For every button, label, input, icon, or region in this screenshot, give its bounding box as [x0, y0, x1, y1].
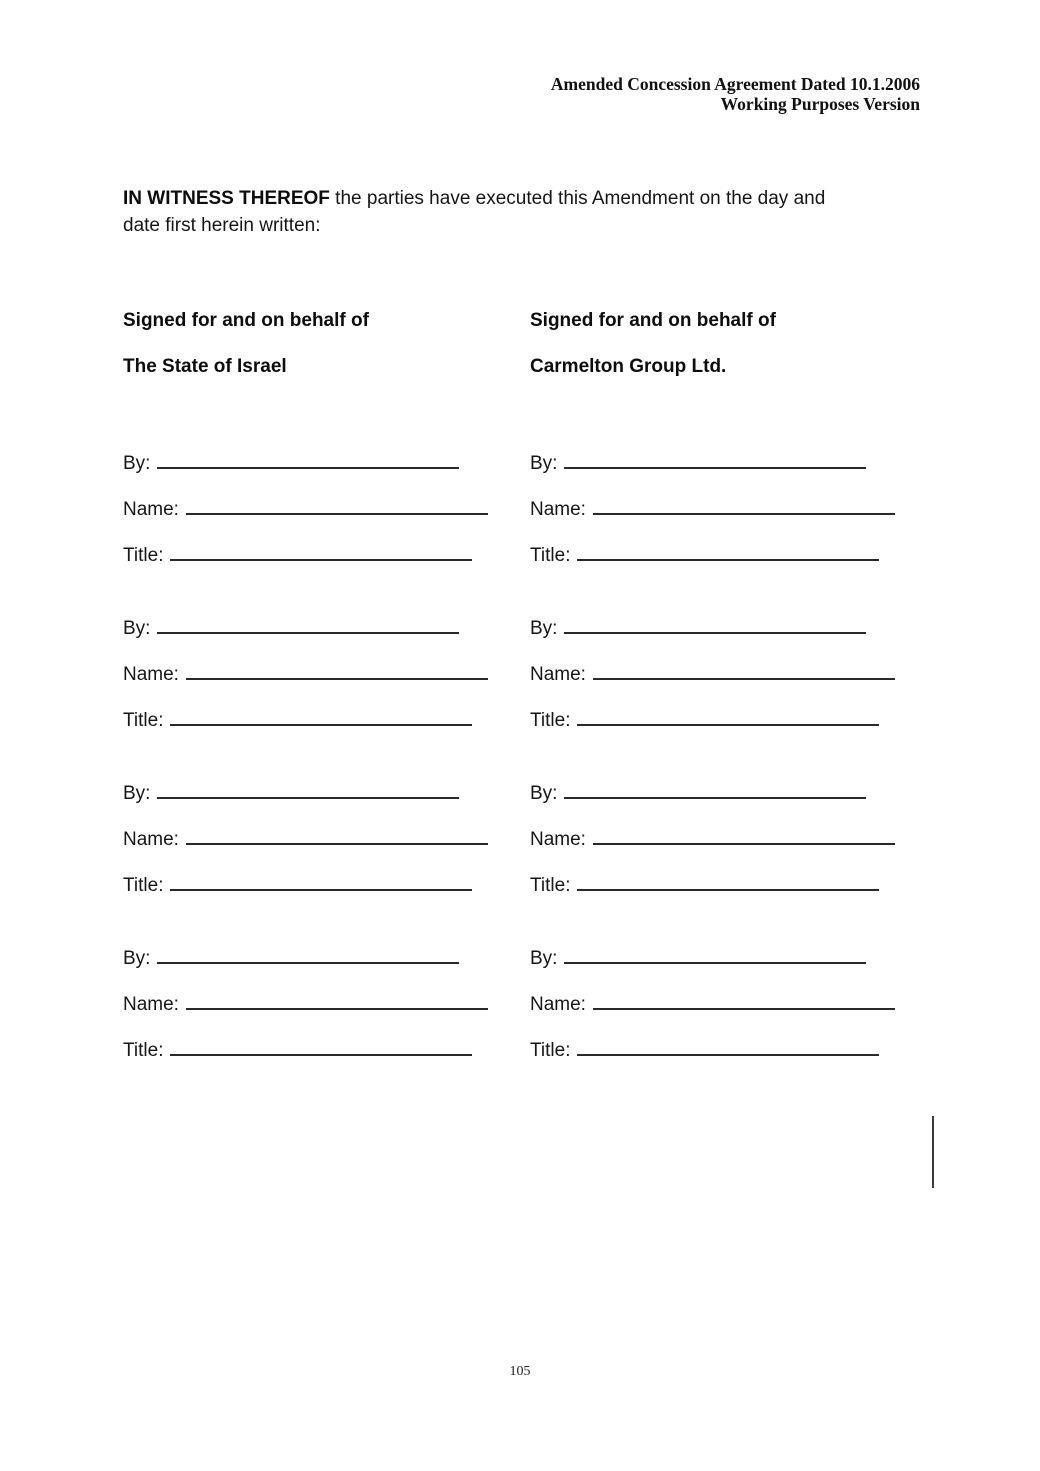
signature-column-right [530, 310, 920, 1109]
page-number: 105 [509, 1364, 531, 1379]
signature-blank-line [564, 779, 866, 799]
signature-blank-line [593, 825, 895, 845]
by-label: By: [123, 948, 151, 969]
signature-blank-line [593, 990, 895, 1010]
signature-blank-line [186, 660, 488, 680]
signature-row [530, 706, 920, 734]
name-label: Name: [123, 829, 179, 850]
witness-clause-bold: IN WITNESS THEREOF [123, 188, 330, 209]
signature-row [530, 495, 920, 523]
signature-row [123, 660, 530, 688]
by-label: By: [530, 618, 558, 639]
title-label: Title: [123, 545, 164, 566]
signature-row [530, 944, 920, 972]
signature-section [123, 310, 920, 1109]
signature-row [123, 871, 530, 899]
title-label: Title: [123, 710, 164, 731]
signature-blank-line [593, 660, 895, 680]
signature-row [123, 495, 530, 523]
signature-row [123, 706, 530, 734]
party-name-left: The State of Israel [123, 356, 287, 377]
signature-block [530, 614, 920, 734]
signature-blank-line [186, 495, 488, 515]
signature-block [530, 944, 920, 1064]
by-label: By: [123, 783, 151, 804]
signature-row [530, 541, 920, 569]
by-label: By: [530, 783, 558, 804]
name-label: Name: [530, 994, 586, 1015]
witness-paragraph [123, 185, 920, 239]
signature-row [123, 825, 530, 853]
by-label: By: [530, 948, 558, 969]
signature-block [123, 449, 530, 569]
signature-blank-line [157, 779, 459, 799]
signature-row [530, 825, 920, 853]
signature-row [123, 449, 530, 477]
signature-column-left [123, 310, 530, 1109]
title-label: Title: [123, 875, 164, 896]
signed-for-label-right: Signed for and on behalf of [530, 310, 776, 331]
signature-blank-line [157, 449, 459, 469]
signature-row [530, 779, 920, 807]
signature-row [123, 944, 530, 972]
signature-block [123, 944, 530, 1064]
signature-blank-line [564, 944, 866, 964]
title-label: Title: [530, 1040, 571, 1061]
signature-block [530, 449, 920, 569]
signature-blank-line [577, 1036, 879, 1056]
signature-blank-line [577, 541, 879, 561]
signature-blocks-right [530, 449, 920, 1064]
signature-blank-line [170, 541, 472, 561]
signature-block [123, 779, 530, 899]
signature-row [530, 990, 920, 1018]
title-label: Title: [530, 710, 571, 731]
witness-clause-line2: date first herein written: [123, 215, 321, 236]
by-label: By: [530, 453, 558, 474]
document-header [123, 74, 920, 114]
signature-blocks-left [123, 449, 530, 1064]
signature-blank-line [170, 706, 472, 726]
signature-row [530, 614, 920, 642]
signature-blank-line [186, 825, 488, 845]
title-label: Title: [530, 875, 571, 896]
signature-row [530, 871, 920, 899]
signature-block [530, 779, 920, 899]
signature-blank-line [170, 1036, 472, 1056]
margin-change-bar [932, 1116, 934, 1188]
signature-blank-line [564, 449, 866, 469]
by-label: By: [123, 453, 151, 474]
title-label: Title: [530, 545, 571, 566]
signature-row [123, 990, 530, 1018]
signature-row [530, 449, 920, 477]
signature-row [530, 1036, 920, 1064]
name-label: Name: [123, 499, 179, 520]
signature-row [123, 614, 530, 642]
header-title-line: Amended Concession Agreement Dated 10.1.2006 [550, 74, 920, 94]
signature-row [123, 1036, 530, 1064]
signature-blank-line [157, 614, 459, 634]
name-label: Name: [530, 499, 586, 520]
signature-blank-line [157, 944, 459, 964]
title-label: Title: [123, 1040, 164, 1061]
signature-blank-line [593, 495, 895, 515]
name-label: Name: [123, 664, 179, 685]
signature-row [123, 541, 530, 569]
name-label: Name: [123, 994, 179, 1015]
page-footer [0, 1364, 1040, 1380]
signed-for-label-left: Signed for and on behalf of [123, 310, 369, 331]
signature-block [123, 614, 530, 734]
signature-blank-line [577, 871, 879, 891]
name-label: Name: [530, 664, 586, 685]
by-label: By: [123, 618, 151, 639]
signature-blank-line [577, 706, 879, 726]
name-label: Name: [530, 829, 586, 850]
witness-clause-rest: the parties have executed this Amendment on the day and [329, 188, 826, 209]
signature-blank-line [564, 614, 866, 634]
party-name-right: Carmelton Group Ltd. [530, 356, 727, 377]
signature-blank-line [186, 990, 488, 1010]
signature-row [123, 779, 530, 807]
header-version-line: Working Purposes Version [720, 94, 920, 114]
signature-blank-line [170, 871, 472, 891]
signature-row [530, 660, 920, 688]
